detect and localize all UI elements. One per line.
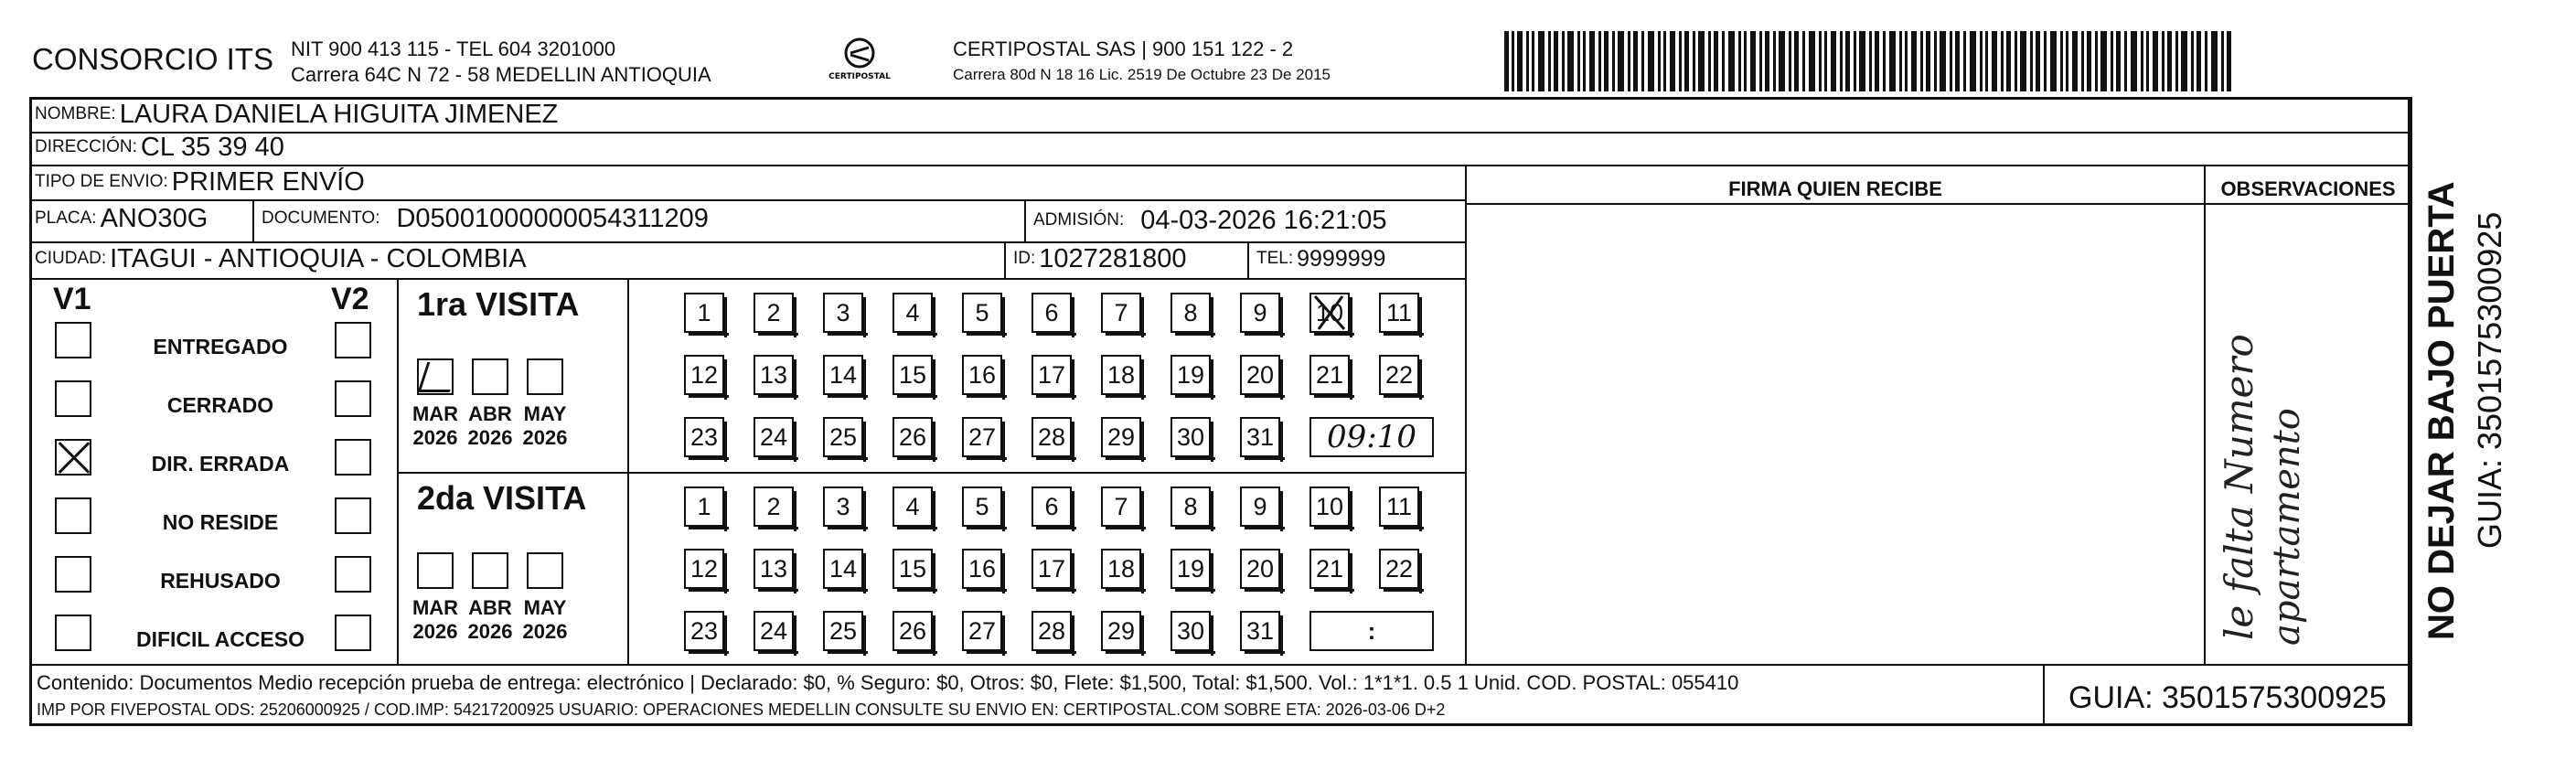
day-box[interactable] bbox=[823, 486, 863, 527]
status-v2-checkbox[interactable] bbox=[335, 380, 371, 417]
day-box[interactable] bbox=[684, 355, 724, 395]
visit-title: 1ra VISITA bbox=[417, 285, 580, 323]
day-box[interactable] bbox=[1240, 611, 1280, 651]
visit-title: 2da VISITA bbox=[417, 479, 587, 517]
day-number: 27 bbox=[967, 616, 997, 645]
status-option-label: CERRADO bbox=[166, 393, 274, 417]
day-number: 31 bbox=[1245, 616, 1275, 645]
day-number: 10 bbox=[1315, 298, 1344, 326]
direccion-label: DIRECCIÓN: bbox=[35, 137, 137, 156]
day-box[interactable] bbox=[893, 355, 933, 395]
tel-row bbox=[1256, 245, 1385, 273]
status-v1-checkbox[interactable] bbox=[55, 380, 91, 417]
day-number: 30 bbox=[1176, 616, 1205, 645]
carrier-line-2: Carrera 80d N 18 16 Lic. 2519 De Octubre 23 De 2015 bbox=[953, 66, 1331, 83]
day-number: 10 bbox=[1315, 492, 1344, 520]
day-box[interactable] bbox=[684, 486, 724, 527]
day-box[interactable] bbox=[962, 611, 1002, 651]
month-label: ABR bbox=[468, 596, 512, 619]
day-number: 18 bbox=[1106, 554, 1136, 583]
day-number: 29 bbox=[1106, 616, 1136, 645]
day-box[interactable] bbox=[1101, 549, 1141, 589]
month-checkbox[interactable] bbox=[417, 358, 454, 395]
day-box[interactable] bbox=[962, 417, 1002, 457]
visit-time[interactable] bbox=[1309, 417, 1434, 457]
nombre-value: LAURA DANIELA HIGUITA JIMENEZ bbox=[119, 99, 559, 129]
day-box[interactable] bbox=[1101, 486, 1141, 527]
month-checkbox[interactable] bbox=[472, 358, 508, 395]
day-number: 17 bbox=[1037, 554, 1066, 583]
month-checkbox[interactable] bbox=[417, 552, 454, 589]
day-number: 15 bbox=[898, 554, 927, 583]
day-box[interactable] bbox=[1031, 355, 1072, 395]
day-box[interactable] bbox=[754, 417, 794, 457]
day-number: 22 bbox=[1384, 360, 1414, 389]
barcode bbox=[1504, 31, 2231, 91]
day-number: 6 bbox=[1044, 492, 1059, 520]
day-number: 26 bbox=[898, 422, 927, 451]
day-box[interactable] bbox=[1309, 486, 1350, 527]
status-v1-checkbox[interactable] bbox=[55, 556, 91, 593]
day-box[interactable] bbox=[754, 549, 794, 589]
day-number: 8 bbox=[1183, 492, 1198, 520]
day-box[interactable] bbox=[1170, 417, 1211, 457]
day-number: 4 bbox=[905, 298, 920, 326]
day-box[interactable] bbox=[1240, 417, 1280, 457]
day-number: 11 bbox=[1385, 298, 1413, 326]
id-value: 1027281800 bbox=[1039, 243, 1187, 273]
day-number: 7 bbox=[1114, 298, 1128, 326]
day-box[interactable] bbox=[1031, 417, 1072, 457]
side-guia-number: GUIA: 3501575300925 bbox=[2471, 211, 2508, 549]
nombre-row bbox=[35, 101, 558, 128]
day-number: 9 bbox=[1253, 492, 1267, 520]
day-box[interactable] bbox=[1309, 355, 1350, 395]
status-v1-checkbox[interactable] bbox=[55, 615, 91, 651]
day-number: 25 bbox=[828, 616, 858, 645]
day-number: 19 bbox=[1176, 554, 1205, 583]
day-box[interactable] bbox=[1240, 549, 1280, 589]
day-box[interactable] bbox=[754, 293, 794, 333]
day-number: 17 bbox=[1037, 360, 1066, 389]
day-number: 2 bbox=[766, 298, 781, 326]
day-box[interactable] bbox=[684, 549, 724, 589]
day-number: 1 bbox=[697, 298, 711, 326]
day-number: 26 bbox=[898, 616, 927, 645]
status-option-label: DIFICIL ACCESO bbox=[135, 627, 305, 651]
signature-area[interactable] bbox=[1469, 205, 2202, 662]
company-line-1: NIT 900 413 115 - TEL 604 3201000 bbox=[291, 37, 616, 60]
day-box[interactable] bbox=[823, 549, 863, 589]
visit-time-value: : bbox=[1367, 616, 1376, 645]
documento-value: D05001000000054311209 bbox=[396, 203, 709, 233]
day-number: 5 bbox=[975, 298, 989, 326]
day-box[interactable] bbox=[754, 355, 794, 395]
month-checkbox[interactable] bbox=[527, 358, 563, 395]
placa-value: ANO30G bbox=[100, 203, 208, 233]
day-number: 5 bbox=[975, 492, 989, 520]
visit-time-value: 09:10 bbox=[1327, 419, 1416, 455]
day-number: 24 bbox=[759, 616, 788, 645]
day-number: 23 bbox=[689, 616, 719, 645]
day-box[interactable] bbox=[684, 611, 724, 651]
status-option-label: DIR. ERRADA bbox=[151, 452, 290, 476]
day-box[interactable] bbox=[962, 486, 1002, 527]
ciudad-row bbox=[35, 245, 527, 273]
day-box[interactable] bbox=[823, 417, 863, 457]
day-box[interactable] bbox=[1379, 549, 1419, 589]
day-box[interactable] bbox=[1101, 355, 1141, 395]
day-box[interactable] bbox=[1170, 293, 1211, 333]
day-box[interactable] bbox=[1101, 417, 1141, 457]
day-box[interactable] bbox=[893, 611, 933, 651]
day-box[interactable] bbox=[1309, 549, 1350, 589]
tel-label: TEL: bbox=[1256, 249, 1294, 268]
day-number: 23 bbox=[689, 422, 719, 451]
month-year: 2026 bbox=[522, 620, 568, 643]
day-box[interactable] bbox=[962, 549, 1002, 589]
day-number: 6 bbox=[1044, 298, 1059, 326]
day-number: 22 bbox=[1384, 554, 1414, 583]
day-box[interactable] bbox=[754, 611, 794, 651]
documento-row bbox=[262, 205, 709, 232]
status-v2-checkbox[interactable] bbox=[335, 615, 371, 651]
day-number: 20 bbox=[1245, 360, 1275, 389]
day-number: 16 bbox=[967, 554, 997, 583]
day-box[interactable] bbox=[893, 293, 933, 333]
day-box[interactable] bbox=[1031, 293, 1072, 333]
day-number: 18 bbox=[1106, 360, 1136, 389]
day-number: 21 bbox=[1315, 554, 1344, 583]
footer-impresion: IMP POR FIVEPOSTAL ODS: 25206000925 / COD.IMP: 54217200925 USUARIO: OPERACIONES MEDELLIN CONSULTE SU ENVIO EN: CERTIPOSTAL.COM SOBRE ETA: 2026-03-06 D+2 bbox=[37, 700, 1446, 719]
day-number: 29 bbox=[1106, 422, 1136, 451]
ciudad-value: ITAGUI - ANTIOQUIA - COLOMBIA bbox=[110, 243, 527, 273]
day-box[interactable] bbox=[1101, 611, 1141, 651]
day-box[interactable] bbox=[1170, 355, 1211, 395]
id-label: ID: bbox=[1013, 249, 1036, 268]
v1-header: V1 bbox=[53, 282, 91, 316]
admision-row bbox=[1033, 207, 1387, 234]
month-label: MAR bbox=[412, 402, 459, 425]
day-number: 15 bbox=[898, 360, 927, 389]
day-number: 7 bbox=[1114, 492, 1128, 520]
day-number: 11 bbox=[1385, 492, 1413, 520]
ciudad-label: CIUDAD: bbox=[35, 249, 107, 268]
day-box[interactable] bbox=[1240, 293, 1280, 333]
status-v2-checkbox[interactable] bbox=[335, 556, 371, 593]
placa-row bbox=[35, 205, 208, 232]
footer-contenido: Contenido: Documentos Medio recepción prueba de entrega: electrónico | Declarado: $0, % Seguro: $0, Otros: $0, Flete: $1,500, Total: $1,500. Vol.: 1*1*1. 0.5 1 Unid. COD. POSTAL: 055410 bbox=[37, 671, 1739, 694]
month-checkbox[interactable] bbox=[472, 552, 508, 589]
day-number: 14 bbox=[828, 360, 858, 389]
day-number: 21 bbox=[1315, 360, 1344, 389]
status-option-label: REHUSADO bbox=[160, 569, 281, 593]
status-v2-checkbox[interactable] bbox=[335, 439, 371, 476]
day-box[interactable] bbox=[1379, 293, 1419, 333]
tel-value: 9999999 bbox=[1297, 245, 1386, 272]
day-box[interactable] bbox=[684, 293, 724, 333]
day-box[interactable] bbox=[962, 293, 1002, 333]
direccion-row bbox=[35, 134, 284, 161]
day-number: 2 bbox=[766, 492, 781, 520]
day-box[interactable] bbox=[1031, 549, 1072, 589]
day-number: 8 bbox=[1183, 298, 1198, 326]
certipostal-logo bbox=[828, 35, 892, 90]
day-number: 13 bbox=[759, 360, 788, 389]
day-number: 14 bbox=[828, 554, 858, 583]
direccion-value: CL 35 39 40 bbox=[140, 132, 284, 162]
observaciones-header: OBSERVACIONES bbox=[2220, 177, 2396, 200]
day-box[interactable] bbox=[893, 417, 933, 457]
day-box[interactable] bbox=[1379, 355, 1419, 395]
day-box[interactable] bbox=[1240, 355, 1280, 395]
day-box[interactable] bbox=[823, 355, 863, 395]
status-v1-checkbox[interactable] bbox=[55, 322, 91, 358]
month-label: MAY bbox=[523, 596, 567, 619]
day-number: 1 bbox=[697, 492, 711, 520]
day-box[interactable] bbox=[1031, 611, 1072, 651]
day-number: 3 bbox=[836, 298, 850, 326]
day-box[interactable] bbox=[1309, 293, 1350, 333]
day-box[interactable] bbox=[962, 355, 1002, 395]
month-label: ABR bbox=[468, 402, 512, 425]
month-label: MAY bbox=[523, 402, 567, 425]
observaciones-handwriting-1: le falta Numero bbox=[2217, 334, 2261, 640]
day-number: 16 bbox=[967, 360, 997, 389]
month-year: 2026 bbox=[412, 620, 458, 643]
day-box[interactable] bbox=[1240, 486, 1280, 527]
month-year: 2026 bbox=[467, 620, 513, 643]
day-box[interactable] bbox=[893, 486, 933, 527]
day-number: 27 bbox=[967, 422, 997, 451]
v2-header: V2 bbox=[331, 282, 369, 316]
admision-label: ADMISIÓN: bbox=[1033, 210, 1125, 230]
status-option-label: NO RESIDE bbox=[162, 510, 279, 534]
month-label: MAR bbox=[412, 596, 459, 619]
day-box[interactable] bbox=[823, 293, 863, 333]
status-v1-checkbox[interactable] bbox=[55, 497, 91, 534]
day-number: 30 bbox=[1176, 422, 1205, 451]
svg-text:CERTIPOSTAL: CERTIPOSTAL bbox=[828, 72, 891, 81]
month-year: 2026 bbox=[412, 426, 458, 449]
firma-header: FIRMA QUIEN RECIBE bbox=[1728, 177, 1942, 200]
day-box[interactable] bbox=[754, 486, 794, 527]
status-v1-checkbox[interactable] bbox=[55, 439, 91, 476]
day-number: 3 bbox=[836, 492, 850, 520]
month-checkbox[interactable] bbox=[527, 552, 563, 589]
day-mark bbox=[1309, 293, 1350, 333]
day-number: 9 bbox=[1253, 298, 1267, 326]
day-box[interactable] bbox=[1170, 549, 1211, 589]
tipo-value: PRIMER ENVÍO bbox=[171, 166, 365, 197]
tipo-row bbox=[35, 168, 365, 196]
company-line-2: Carrera 64C N 72 - 58 MEDELLIN ANTIOQUIA bbox=[291, 63, 711, 86]
month-year: 2026 bbox=[467, 426, 513, 449]
visit-time[interactable] bbox=[1309, 611, 1434, 651]
placa-label: PLACA: bbox=[35, 208, 97, 228]
day-box[interactable] bbox=[1170, 486, 1211, 527]
footer-guia: GUIA: 3501575300925 bbox=[2068, 680, 2387, 715]
day-number: 25 bbox=[828, 422, 858, 451]
id-row bbox=[1013, 245, 1187, 273]
day-box[interactable] bbox=[823, 611, 863, 651]
day-number: 24 bbox=[759, 422, 788, 451]
carrier-line-1: CERTIPOSTAL SAS | 900 151 122 - 2 bbox=[953, 37, 1294, 60]
day-box[interactable] bbox=[1379, 486, 1419, 527]
day-number: 28 bbox=[1037, 616, 1066, 645]
company-name: CONSORCIO ITS bbox=[32, 42, 274, 76]
nombre-label: NOMBRE: bbox=[35, 104, 116, 123]
status-v2-checkbox[interactable] bbox=[335, 497, 371, 534]
day-box[interactable] bbox=[684, 417, 724, 457]
day-box[interactable] bbox=[1031, 486, 1072, 527]
tipo-label: TIPO DE ENVIO: bbox=[35, 172, 168, 191]
observaciones-handwriting-2: apartamento bbox=[2266, 408, 2308, 646]
day-number: 19 bbox=[1176, 360, 1205, 389]
day-number: 12 bbox=[689, 360, 719, 389]
no-dejar-bajo-puerta: NO DEJAR BAJO PUERTA bbox=[2421, 181, 2462, 640]
month-year: 2026 bbox=[522, 426, 568, 449]
status-option-label: ENTREGADO bbox=[153, 335, 288, 358]
day-number: 31 bbox=[1245, 422, 1275, 451]
day-number: 20 bbox=[1245, 554, 1275, 583]
day-box[interactable] bbox=[1170, 611, 1211, 651]
day-number: 4 bbox=[905, 492, 920, 520]
day-number: 28 bbox=[1037, 422, 1066, 451]
day-number: 12 bbox=[689, 554, 719, 583]
day-box[interactable] bbox=[1101, 293, 1141, 333]
status-v2-checkbox[interactable] bbox=[335, 322, 371, 358]
day-number: 13 bbox=[759, 554, 788, 583]
day-box[interactable] bbox=[893, 549, 933, 589]
admision-value: 04-03-2026 16:21:05 bbox=[1140, 205, 1387, 235]
documento-label: DOCUMENTO: bbox=[262, 208, 380, 228]
